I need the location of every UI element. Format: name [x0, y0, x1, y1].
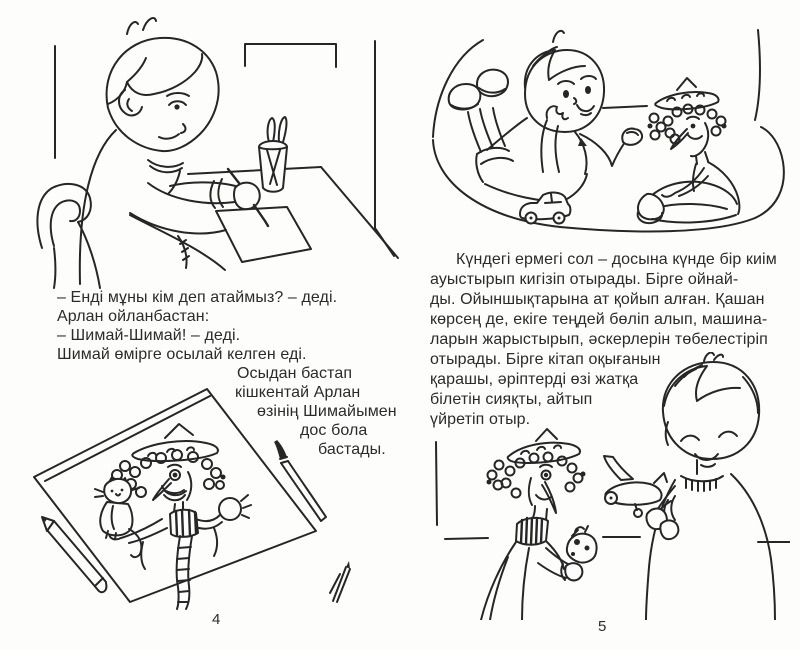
story-line: ауыстырып кигізіп отырады. Бірге ойнай- — [430, 271, 739, 288]
story-line: кішкентай Арлан — [235, 384, 361, 401]
left-story-paragraph — [57, 288, 403, 364]
lying-boy-figure — [449, 31, 642, 202]
story-line: үйретіп отыр. — [430, 411, 531, 428]
story-line: – Шимай-Шимай! – деді. — [57, 327, 241, 344]
pencil-cup — [259, 117, 287, 192]
cat-drawing — [95, 477, 141, 557]
boy-lying-with-shimai-illustration — [425, 22, 785, 237]
story-line: Осыдан бастап — [237, 365, 353, 382]
story-line: отырады. Бірге кітап оқығанын — [430, 351, 661, 368]
story-line: білетін сияқты, айтып — [430, 391, 593, 408]
page-number-left: 4 — [212, 611, 221, 628]
boy-figure — [604, 353, 775, 620]
story-line: өзінің Шимайымен — [257, 403, 397, 420]
story-line: Шимай өмірге осылай келген еді. — [57, 346, 307, 363]
shimai-drawing-on-paper-illustration — [15, 382, 360, 612]
story-line: Арлан ойланбастан: — [57, 308, 210, 325]
page-number-right: 5 — [598, 618, 607, 635]
story-line: бастады. — [318, 441, 386, 458]
story-line: – Енді мұны кім деп атаймыз? – деді. — [57, 289, 338, 306]
boy-drawing-at-desk-illustration — [30, 8, 400, 290]
story-line: көрсең де, екіге теңдей бөліп алып, машина- — [430, 311, 768, 328]
small-brushes — [330, 561, 350, 602]
story-line: ды. Ойыншықтарына ат қойып алған. Қашан — [430, 291, 765, 308]
story-line: дос бола — [300, 422, 368, 439]
sitting-shimai-figure — [638, 78, 740, 223]
story-line: Күндегі ермегі сол – досына күнде бір киім — [456, 251, 777, 268]
chair — [37, 184, 100, 288]
story-line: қарашы, әріптерді өзі жатқа — [430, 371, 639, 388]
desk — [188, 167, 398, 262]
curly-hair — [650, 105, 726, 144]
shimai-figure — [481, 429, 597, 620]
story-line: ларын жарыстырып, әскерлерін төбелестіріп — [430, 331, 768, 348]
shimai-and-boy-with-toys-illustration — [425, 352, 790, 620]
